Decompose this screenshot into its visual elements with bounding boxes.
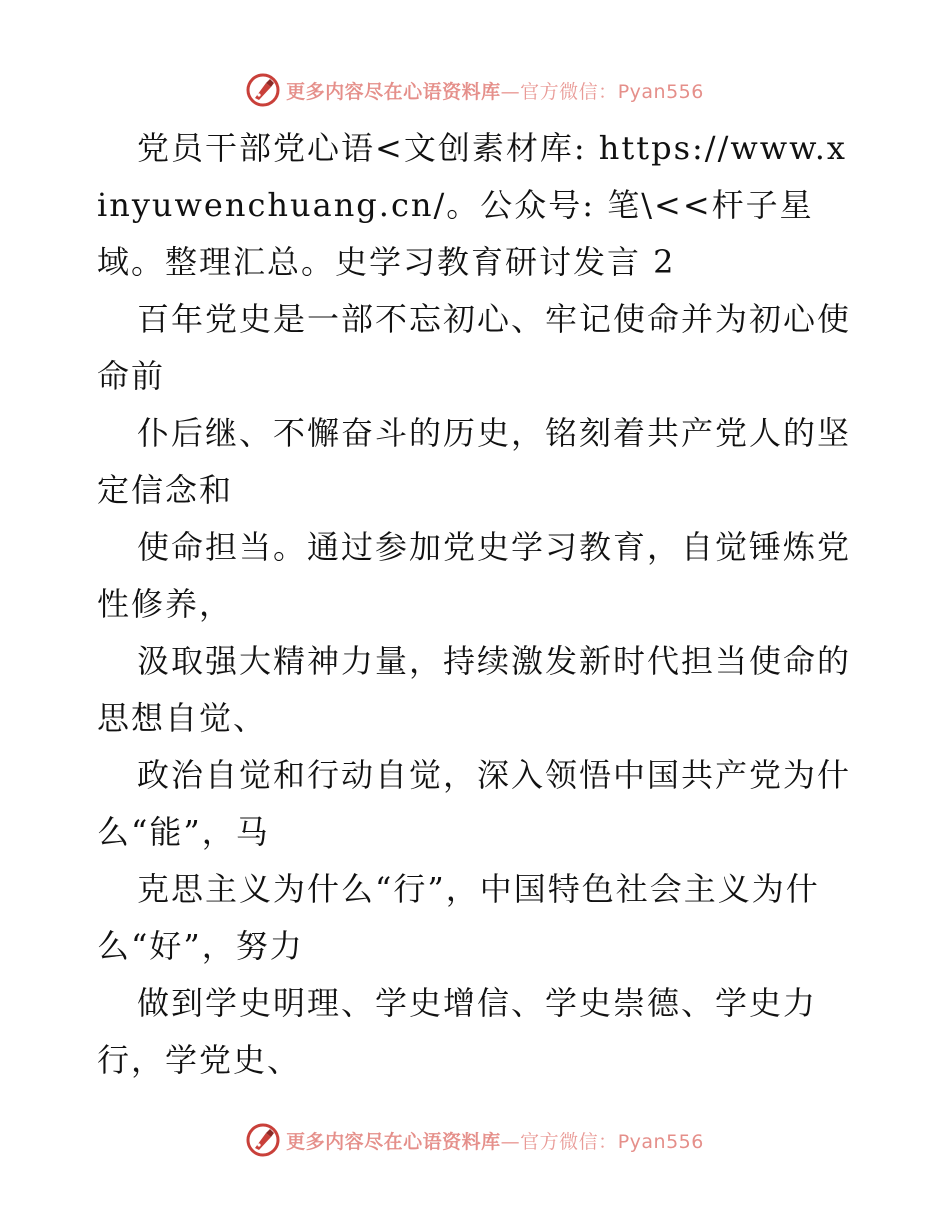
footer-text xyxy=(286,1127,704,1154)
paragraph xyxy=(97,405,857,519)
footer-wechat-id: Pyan556 xyxy=(617,1130,704,1153)
footer-separator: — xyxy=(500,1130,521,1153)
paragraph xyxy=(97,519,857,633)
footer-label: 官方微信： xyxy=(520,1130,618,1153)
paragraph-text: 仆后继、不懈奋斗的历史，铭刻着共产党人的坚定信念和 xyxy=(97,414,852,509)
footer-banner-inner xyxy=(246,1123,704,1157)
footer-banner xyxy=(0,1120,950,1160)
paragraph xyxy=(97,975,857,1089)
paragraph xyxy=(97,861,857,975)
document-body xyxy=(97,120,857,1089)
header-separator: — xyxy=(500,80,521,103)
paragraph xyxy=(97,747,857,861)
paragraph xyxy=(97,633,857,747)
paragraph-text: 做到学史明理、学史增信、学史崇德、学史力行，学党史、 xyxy=(97,984,818,1079)
header-text xyxy=(286,77,704,104)
header-banner xyxy=(0,70,950,110)
paragraph-text: 百年党史是一部不忘初心、牢记使命并为初心使命前 xyxy=(97,300,852,395)
header-label: 官方微信： xyxy=(520,80,618,103)
header-brand: 更多内容尽在心语资料库 xyxy=(286,80,501,103)
header-wechat-id: Pyan556 xyxy=(617,80,704,103)
paragraph xyxy=(97,291,857,405)
paragraph-text: 克思主义为什么“行”，中国特色社会主义为什么“好”，努力 xyxy=(97,870,820,965)
pen-nib-logo-icon xyxy=(246,73,280,107)
paragraph-text: 政治自觉和行动自觉，深入领悟中国共产党为什么“能”，马 xyxy=(97,756,852,851)
pen-nib-logo-icon xyxy=(246,1123,280,1157)
header-banner-inner xyxy=(246,73,704,107)
footer-brand: 更多内容尽在心语资料库 xyxy=(286,1130,501,1153)
paragraph-text: 党员干部党心语<文创素材库: https://www.xinyuwenchuang.cn/。公众号: 笔\<<杆子星域。整理汇总。史学习教育研讨发言 2 xyxy=(97,129,847,281)
paragraph-text: 汲取强大精神力量，持续激发新时代担当使命的思想自觉、 xyxy=(97,642,852,737)
paragraph-text: 使命担当。通过参加党史学习教育，自觉锤炼党性修养， xyxy=(97,528,852,623)
paragraph xyxy=(97,120,857,291)
